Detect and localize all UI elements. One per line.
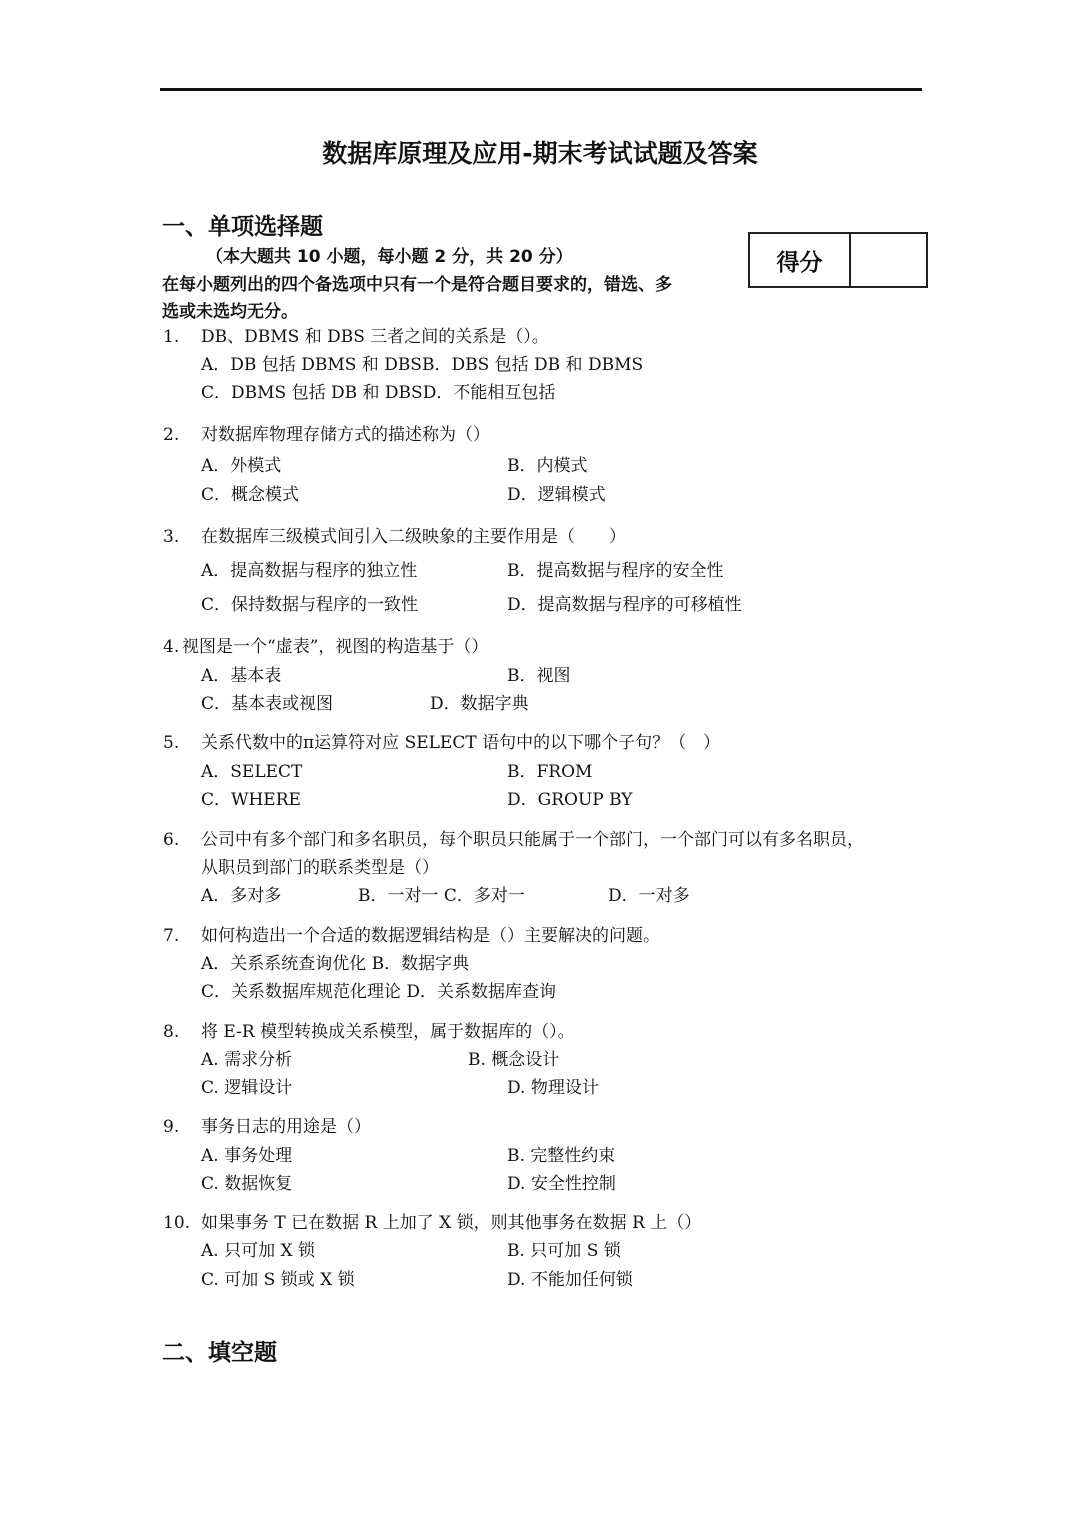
question-number: 8. [163, 1022, 180, 1042]
option-d: D．提高数据与程序的可移植性 [507, 595, 742, 615]
option-d: D. 安全性控制 [507, 1174, 616, 1194]
question-number: 9. [163, 1117, 180, 1137]
question-number: 4. [163, 637, 180, 657]
question-number: 6. [163, 830, 180, 850]
top-rule [160, 88, 922, 91]
question-text: 视图是一个“虚表”，视图的构造基于（） [182, 637, 489, 657]
option-c: C. 可加 S 锁或 X 锁 [201, 1270, 355, 1290]
option-line: A．关系系统查询优化 B．数据字典 [201, 954, 470, 974]
question-number: 3. [163, 527, 180, 547]
option-c: C．保持数据与程序的一致性 [201, 595, 419, 615]
question-text: 对数据库物理存储方式的描述称为（） [201, 425, 490, 445]
option-c: C．基本表或视图 [201, 694, 334, 714]
option-d: D. 物理设计 [507, 1078, 599, 1098]
option-b: B. 概念设计 [468, 1050, 560, 1070]
question-text: 如果事务 T 已在数据 R 上加了 X 锁，则其他事务在数据 R 上（） [201, 1213, 702, 1233]
option-a: A. 事务处理 [201, 1146, 293, 1166]
section1-instruction-2: 选或未选均无分。 [162, 302, 298, 322]
option-d: D．GROUP BY [507, 790, 633, 810]
option-d: D. 不能加任何锁 [507, 1270, 633, 1290]
question-number: 2. [163, 425, 180, 445]
option-d: D．一对多 [608, 886, 690, 906]
option-line: C．关系数据库规范化理论 D．关系数据库查询 [201, 982, 557, 1002]
option-b: B．提高数据与程序的安全性 [507, 561, 724, 581]
question-text: 事务日志的用途是（） [201, 1117, 371, 1137]
question-text: 关系代数中的π运算符对应 SELECT 语句中的以下哪个子句？（ ） [201, 733, 721, 753]
section2-heading: 二、填空题 [162, 1340, 277, 1366]
question-number: 5. [163, 733, 180, 753]
question-text: 将 E-R 模型转换成关系模型，属于数据库的（）。 [201, 1022, 575, 1042]
option-c: C．概念模式 [201, 485, 300, 505]
option-a: A．基本表 [201, 666, 282, 686]
question-number: 10. [163, 1213, 191, 1233]
option-b: B．视图 [507, 666, 571, 686]
question-text: 在数据库三级模式间引入二级映象的主要作用是（ ） [201, 527, 626, 547]
option-a: A．外模式 [201, 456, 282, 476]
option-b-c: B．一对一 C．多对一 [358, 886, 525, 906]
page-title: 数据库原理及应用-期末考试试题及答案 [322, 139, 758, 168]
option-a: A．提高数据与程序的独立性 [201, 561, 418, 581]
option-b: B．内模式 [507, 456, 588, 476]
option-a: A. 只可加 X 锁 [201, 1241, 315, 1261]
option-a: A．SELECT [201, 762, 303, 782]
option-b: B. 完整性约束 [507, 1146, 616, 1166]
option-c: C．WHERE [201, 790, 301, 810]
option-d: D．逻辑模式 [507, 485, 606, 505]
score-label: 得分 [750, 234, 851, 286]
option-b: B．FROM [507, 762, 593, 782]
question-text: 如何构造出一个合适的数据逻辑结构是（）主要解决的问题。 [201, 926, 660, 946]
option-a: A. 需求分析 [201, 1050, 293, 1070]
question-number: 7. [163, 926, 180, 946]
section1-instruction-1: 在每小题列出的四个备选项中只有一个是符合题目要求的，错选、多 [162, 275, 672, 295]
question-text: DB、DBMS 和 DBS 三者之间的关系是（）。 [201, 327, 549, 347]
option-line: A．DB 包括 DBMS 和 DBSB．DBS 包括 DB 和 DBMS [201, 355, 644, 375]
question-number: 1. [163, 327, 180, 347]
option-c: C. 逻辑设计 [201, 1078, 293, 1098]
score-value-field[interactable] [851, 234, 926, 286]
section1-note: （本大题共 10 小题，每小题 2 分，共 20 分） [206, 247, 573, 267]
question-text: 公司中有多个部门和多名职员，每个职员只能属于一个部门，一个部门可以有多名职员， [201, 830, 864, 850]
question-text-cont: 从职员到部门的联系类型是（） [201, 858, 439, 878]
option-c: C. 数据恢复 [201, 1174, 293, 1194]
option-a: A．多对多 [201, 886, 282, 906]
option-b: B. 只可加 S 锁 [507, 1241, 621, 1261]
option-d: D．数据字典 [430, 694, 529, 714]
section1-heading: 一、单项选择题 [162, 214, 323, 240]
option-line: C．DBMS 包括 DB 和 DBSD．不能相互包括 [201, 383, 556, 403]
score-box [748, 232, 928, 288]
